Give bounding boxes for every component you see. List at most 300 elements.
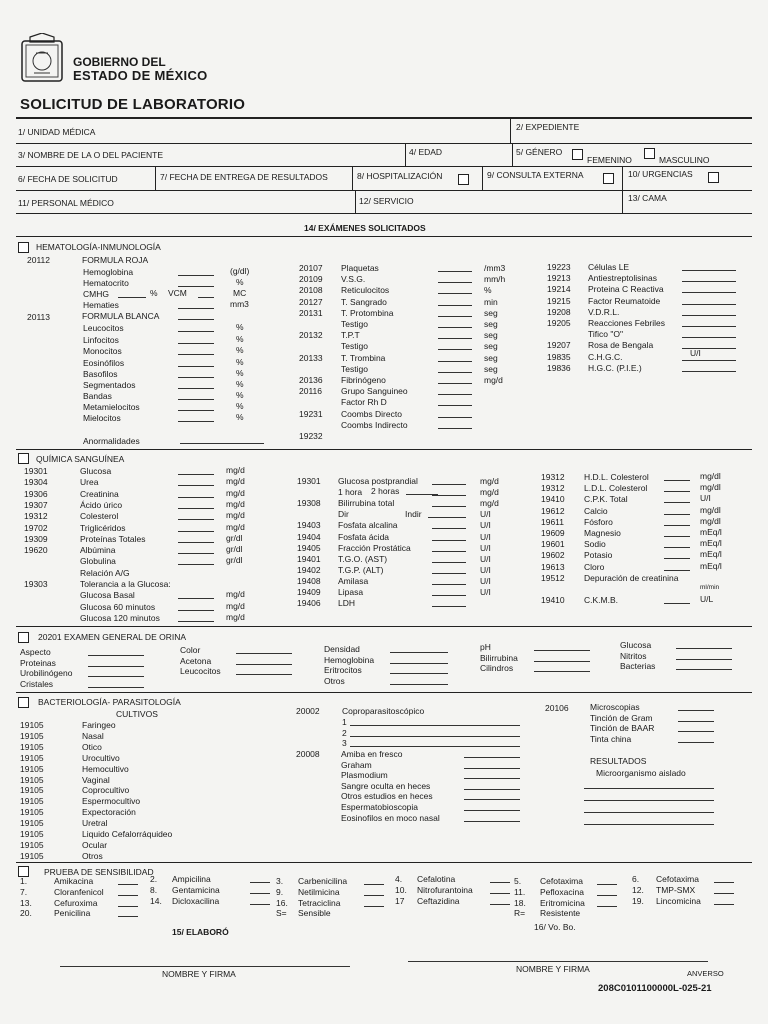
bandas-input[interactable] bbox=[178, 399, 214, 400]
elaboro-firma-label: NOMBRE Y FIRMA bbox=[162, 969, 236, 979]
resultados-input[interactable] bbox=[584, 812, 714, 813]
quimica-right-input[interactable] bbox=[664, 491, 690, 492]
antibiotic-input[interactable] bbox=[490, 893, 510, 894]
quimica-test-unit: gr/dl bbox=[226, 532, 243, 543]
metamielocitos-input[interactable] bbox=[178, 410, 214, 411]
orina-test-label: Bilirrubina bbox=[480, 652, 518, 663]
hema-test-input[interactable] bbox=[438, 271, 472, 272]
section-rule bbox=[16, 626, 752, 627]
hematies-label: Hematies bbox=[83, 300, 119, 310]
hema-test-unit: mm/h bbox=[484, 274, 506, 285]
quimica-mid-label: Fosfata alcalina bbox=[338, 520, 398, 531]
hema-test-input[interactable] bbox=[438, 372, 472, 373]
orina-test-input[interactable] bbox=[236, 653, 292, 654]
antibiotic-label: Dicloxacilina bbox=[172, 895, 220, 906]
antibiotic-input[interactable] bbox=[118, 884, 138, 885]
antibiotic-number: 10. bbox=[395, 884, 407, 895]
orina-test-input[interactable] bbox=[676, 669, 732, 670]
quimica-right-code: 19612 bbox=[541, 505, 565, 516]
hema-code: 20109 bbox=[299, 274, 323, 285]
masculino-checkbox[interactable] bbox=[644, 148, 655, 159]
mielocitos-label: Mielocitos bbox=[83, 413, 121, 423]
hema-test-label: Reticulocitos bbox=[341, 285, 390, 296]
hema-right-input[interactable] bbox=[682, 281, 736, 282]
vrule bbox=[510, 117, 511, 143]
hema-test-unit: seg bbox=[484, 319, 498, 329]
cultivo-code: 19105 bbox=[20, 839, 44, 850]
antibiotic-number: 4. bbox=[395, 874, 403, 884]
quimica-right-unit: mg/dl bbox=[700, 515, 721, 526]
page-title: SOLICITUD DE LABORATORIO bbox=[20, 96, 246, 113]
quimica-test-input[interactable] bbox=[178, 519, 214, 520]
copro-input[interactable] bbox=[350, 725, 520, 726]
quimica-test-unit: mg/d bbox=[226, 521, 245, 532]
quimica-mid-code: 19308 bbox=[297, 498, 321, 509]
quimica-mid-input[interactable] bbox=[432, 495, 466, 496]
quimica-mid-input[interactable] bbox=[432, 573, 466, 574]
monocitos-input[interactable] bbox=[178, 354, 214, 355]
quimica-mid-code: 19403 bbox=[297, 520, 321, 531]
parasito-input[interactable] bbox=[464, 799, 520, 800]
row-rule-2 bbox=[16, 166, 752, 167]
personal-medico-label: 11/ PERSONAL MÉDICO bbox=[18, 198, 114, 208]
antibiotic-input[interactable] bbox=[597, 895, 617, 896]
elaboro-signature-line[interactable] bbox=[60, 966, 350, 967]
copro-code: 20002 bbox=[296, 706, 320, 716]
eosinofilos-input[interactable] bbox=[178, 366, 214, 367]
metamielocitos-label: Metamielocitos bbox=[83, 402, 140, 412]
microscopia-input[interactable] bbox=[678, 710, 714, 711]
row-rule-1 bbox=[16, 143, 752, 144]
quimica-right-input[interactable] bbox=[664, 536, 690, 537]
hema-test-label: Plaquetas bbox=[341, 263, 379, 273]
quimica-test-unit: mg/d bbox=[226, 487, 245, 498]
hema-right-input[interactable] bbox=[682, 360, 736, 361]
linfocitos-input[interactable] bbox=[178, 343, 214, 344]
bacteriologia-checkbox[interactable] bbox=[18, 697, 29, 708]
copro-number: 1 bbox=[342, 717, 347, 727]
parasito-input[interactable] bbox=[464, 768, 520, 769]
quimica-test-label: Glucosa 60 minutos bbox=[80, 601, 156, 612]
antibiotic-number: 11. bbox=[514, 886, 526, 897]
hema-right-input[interactable] bbox=[682, 337, 736, 338]
copro-label: Coproparasitoscópico bbox=[342, 706, 425, 716]
cultivo-label: Espermocultivo bbox=[82, 796, 141, 807]
micro-code: 20106 bbox=[545, 703, 569, 713]
orina-test-label: Acetona bbox=[180, 655, 212, 666]
quimica-right-unit: mEq/l bbox=[700, 538, 722, 549]
quimica-right-input[interactable] bbox=[664, 603, 690, 604]
antibiotic-input[interactable] bbox=[714, 893, 734, 894]
pct-unit: % bbox=[236, 401, 244, 411]
parasito-input[interactable] bbox=[464, 757, 520, 758]
quimica-mid-input[interactable] bbox=[432, 540, 466, 541]
antibiotic-input[interactable] bbox=[490, 882, 510, 883]
quimica-test-input[interactable] bbox=[178, 508, 214, 509]
quimica-mid-label: Fracción Prostática bbox=[338, 542, 411, 553]
quimica-test-input[interactable] bbox=[178, 531, 214, 532]
vobo-signature-line[interactable] bbox=[408, 961, 708, 962]
hematies-input[interactable] bbox=[178, 308, 214, 309]
quimica-mid-input[interactable] bbox=[432, 584, 466, 585]
resultados-input[interactable] bbox=[584, 800, 714, 801]
hema-right-label: Rosa de Bengala bbox=[588, 340, 654, 351]
antibiotic-input[interactable] bbox=[597, 884, 617, 885]
indir-input[interactable] bbox=[428, 517, 450, 518]
quimica-mid-input[interactable] bbox=[432, 528, 466, 529]
cmhg-input[interactable] bbox=[118, 297, 146, 298]
hema-right-input[interactable] bbox=[682, 270, 736, 271]
hema-right-label: Antiestreptolisinas bbox=[588, 273, 657, 284]
formula-blanca-code: 20113 bbox=[27, 312, 51, 322]
antibiotic-input[interactable] bbox=[118, 906, 138, 907]
quimica-mid-unit: mg/d bbox=[480, 498, 499, 509]
cultivo-label: Nasal bbox=[82, 730, 104, 741]
antibiotic-input[interactable] bbox=[364, 906, 384, 907]
hema-test-input[interactable] bbox=[438, 338, 472, 339]
hema-right-code: 19205 bbox=[547, 318, 571, 328]
antibiotic-input[interactable] bbox=[118, 895, 138, 896]
hematologia-checkbox[interactable] bbox=[18, 242, 29, 253]
anverso-label: ANVERSO bbox=[687, 969, 724, 978]
hema-test-label: Testigo bbox=[341, 319, 368, 329]
orina-test-input[interactable] bbox=[88, 666, 144, 667]
antibiotic-label: Resistente bbox=[540, 908, 581, 919]
cultivo-code: 19105 bbox=[20, 741, 44, 752]
quimica-code: 19301 bbox=[24, 466, 48, 476]
cultivos-label: CULTIVOS bbox=[116, 709, 158, 719]
quimica-title: QUÍMICA SANGUÍNEA bbox=[36, 454, 125, 464]
hema-test-unit: min bbox=[484, 296, 498, 307]
hema-test-input[interactable] bbox=[438, 361, 472, 362]
cultivo-code: 19105 bbox=[20, 829, 44, 839]
cultivo-label: Coprocultivo bbox=[82, 785, 130, 796]
hema-test-unit: seg bbox=[484, 352, 498, 363]
quimica-right-code: 19611 bbox=[541, 516, 565, 527]
quimica-right-label: Sodio bbox=[584, 539, 606, 550]
fecha-solicitud-label: 6/ FECHA DE SOLICITUD bbox=[18, 174, 118, 184]
orina-test-input[interactable] bbox=[88, 655, 144, 656]
orina-test-input[interactable] bbox=[88, 676, 144, 677]
orina-checkbox[interactable] bbox=[18, 632, 29, 643]
orina-test-input[interactable] bbox=[534, 650, 590, 651]
quimica-right-label: Calcio bbox=[584, 505, 608, 516]
urgencias-checkbox[interactable] bbox=[708, 172, 719, 183]
quimica-test-input[interactable] bbox=[178, 610, 214, 611]
antibiotic-input[interactable] bbox=[364, 895, 384, 896]
orina-test-input[interactable] bbox=[676, 659, 732, 660]
orina-test-input[interactable] bbox=[236, 664, 292, 665]
parasito-label: Amiba en fresco bbox=[341, 749, 403, 759]
quimica-code: 19312 bbox=[24, 511, 48, 522]
quimica-right-code: 19512 bbox=[541, 572, 565, 583]
quimica-mid-input[interactable] bbox=[432, 551, 466, 552]
quimica-mid-unit: U/I bbox=[480, 531, 491, 542]
antibiotic-label: Carbenicilina bbox=[298, 876, 348, 886]
segmentados-input[interactable] bbox=[178, 388, 214, 389]
cultivo-label: Vaginal bbox=[82, 774, 110, 785]
blanca-input[interactable] bbox=[178, 319, 214, 320]
hema-right-input[interactable] bbox=[682, 292, 736, 293]
antibiotic-input[interactable] bbox=[364, 884, 384, 885]
servicio-label: 12/ SERVICIO bbox=[359, 196, 414, 206]
orina-test-input[interactable] bbox=[390, 652, 448, 653]
quimica-test-unit: gr/dl bbox=[226, 555, 243, 566]
expediente-label: 2/ EXPEDIENTE bbox=[516, 122, 580, 132]
hema-test-input[interactable] bbox=[438, 282, 472, 283]
vrule bbox=[352, 166, 353, 190]
parasito-label: Plasmodium bbox=[341, 770, 388, 781]
antibiotic-input[interactable] bbox=[597, 906, 617, 907]
quimica-right-input[interactable] bbox=[664, 570, 690, 571]
vcm-label: VCM bbox=[168, 288, 187, 298]
hema-right-code: 19215 bbox=[547, 295, 571, 306]
femenino-checkbox[interactable] bbox=[572, 149, 583, 160]
antibiotic-number: S= bbox=[276, 908, 287, 919]
quimica-test-input[interactable] bbox=[178, 621, 214, 622]
consulta-externa-checkbox[interactable] bbox=[603, 173, 614, 184]
genero-label: 5/ GÉNERO bbox=[516, 147, 563, 157]
hema-test-label: Testigo bbox=[341, 363, 368, 374]
quimica-mid-input[interactable] bbox=[432, 595, 466, 596]
quimica-mid-unit: U/I bbox=[480, 564, 491, 575]
antibiotic-number: 3. bbox=[276, 876, 284, 886]
quimica-right-input[interactable] bbox=[664, 525, 690, 526]
quimica-mid-input[interactable] bbox=[432, 562, 466, 563]
quimica-checkbox[interactable] bbox=[18, 453, 29, 464]
quimica-right-label: Potasio bbox=[584, 550, 613, 561]
form-code: 208C0101100000L-025-21 bbox=[598, 983, 712, 994]
orina-test-input[interactable] bbox=[534, 661, 590, 662]
antibiotic-number: 2. bbox=[150, 874, 158, 884]
hema-right-input[interactable] bbox=[682, 304, 736, 305]
hema-test-input[interactable] bbox=[438, 428, 472, 429]
antibiotic-number: 8. bbox=[150, 884, 158, 895]
quimica-test-label: Ácido úrico bbox=[80, 499, 123, 510]
hema-right-label: Proteina C Reactiva bbox=[588, 284, 664, 295]
hematies-unit: mm3 bbox=[230, 299, 249, 309]
hema-right-label: C.H.G.C. bbox=[588, 351, 623, 362]
antibiotic-label: Cefalotina bbox=[417, 874, 456, 884]
hema-test-input[interactable] bbox=[438, 293, 472, 294]
quimica-test-unit: mg/d bbox=[226, 498, 245, 509]
cmhg-label: CMHG bbox=[83, 289, 109, 299]
antibiotic-label: Cefotaxima bbox=[656, 874, 699, 884]
dos-horas-label: 2 horas bbox=[371, 486, 400, 496]
hema-right-label: Reacciones Febriles bbox=[588, 318, 666, 328]
quimica-mid-input[interactable] bbox=[432, 606, 466, 607]
microscopia-input[interactable] bbox=[678, 742, 714, 743]
elaboro-label: 15/ ELABORÓ bbox=[172, 927, 229, 937]
hema-right-label: H.G.C. (P.I.E.) bbox=[588, 362, 642, 373]
pct-unit: % bbox=[236, 390, 244, 400]
antibiotic-number: 19. bbox=[632, 895, 644, 906]
hema-test-input[interactable] bbox=[438, 394, 472, 395]
hema-test-input[interactable] bbox=[438, 349, 472, 350]
quimica-test-unit: mg/d bbox=[226, 476, 245, 487]
quimica-right-input[interactable] bbox=[664, 502, 690, 503]
hema-right-input[interactable] bbox=[682, 326, 736, 327]
quimica-mid-input[interactable] bbox=[432, 506, 466, 507]
hema-code: 20132 bbox=[299, 330, 323, 341]
orina-test-input[interactable] bbox=[390, 663, 448, 664]
hema-right-code: 19207 bbox=[547, 340, 571, 351]
quimica-test-label: Colesterol bbox=[80, 511, 119, 522]
hema-code: 20107 bbox=[299, 263, 323, 273]
quimica-mid-input[interactable] bbox=[432, 484, 466, 485]
quimica-right-code: 19410 bbox=[541, 595, 565, 606]
resultados-input[interactable] bbox=[584, 824, 714, 825]
quimica-right-code: 19609 bbox=[541, 528, 565, 538]
microscopia-input[interactable] bbox=[678, 731, 714, 732]
quimica-mid-unit: U/I bbox=[480, 542, 491, 553]
quimica-test-label: Relación A/G bbox=[80, 567, 130, 578]
bacteriologia-title: BACTERIOLOGÍA- PARASITOLOGÍA bbox=[38, 697, 181, 707]
quimica-right-unit: mEq/l bbox=[700, 549, 722, 560]
quimica-test-input[interactable] bbox=[178, 542, 214, 543]
quimica-right-input[interactable] bbox=[664, 558, 690, 559]
orina-test-input[interactable] bbox=[676, 648, 732, 649]
leucocitos-input[interactable] bbox=[178, 331, 214, 332]
antibiotic-input[interactable] bbox=[714, 882, 734, 883]
hema-right-label: Tifico "O" bbox=[588, 329, 624, 340]
quimica-test-input[interactable] bbox=[178, 497, 214, 498]
antibiotic-input[interactable] bbox=[250, 882, 270, 883]
cultivo-code: 19105 bbox=[20, 730, 44, 741]
anormalidades-label: Anormalidades bbox=[83, 436, 140, 446]
hospitalizacion-checkbox[interactable] bbox=[458, 174, 469, 185]
quimica-test-unit: mg/d bbox=[226, 600, 245, 611]
orina-test-label: Densidad bbox=[324, 644, 360, 654]
quimica-right-input[interactable] bbox=[664, 547, 690, 548]
quimica-test-input[interactable] bbox=[178, 553, 214, 554]
microscopia-label: Tinta china bbox=[590, 733, 632, 744]
quimica-test-input[interactable] bbox=[178, 564, 214, 565]
parasito-input[interactable] bbox=[464, 789, 520, 790]
amiba-code: 20008 bbox=[296, 749, 320, 759]
hemoglobina-input[interactable] bbox=[178, 275, 214, 276]
anormalidades-input[interactable] bbox=[180, 443, 264, 444]
quimica-right-input[interactable] bbox=[664, 480, 690, 481]
orina-test-input[interactable] bbox=[390, 673, 448, 674]
hema-test-input[interactable] bbox=[438, 305, 472, 306]
parasito-input[interactable] bbox=[464, 810, 520, 811]
hema-test-input[interactable] bbox=[438, 383, 472, 384]
section-rule bbox=[16, 692, 752, 693]
hema-test-input[interactable] bbox=[438, 327, 472, 328]
antibiotic-label: Cefuroxima bbox=[54, 897, 98, 908]
unidad-medica-label: 1/ UNIDAD MÉDICA bbox=[18, 127, 96, 137]
pct-unit: % bbox=[236, 379, 244, 389]
parasito-input[interactable] bbox=[464, 778, 520, 779]
hema-right-code: 19214 bbox=[547, 284, 571, 295]
quimica-mid-label: Lipasa bbox=[338, 587, 364, 597]
vrule bbox=[622, 166, 623, 190]
segmentados-label: Segmentados bbox=[83, 380, 136, 390]
hema-test-label: T. Trombina bbox=[341, 352, 386, 363]
vrule bbox=[622, 190, 623, 213]
examenes-solicitados-label: 14/ EXÁMENES SOLICITADOS bbox=[304, 223, 426, 233]
vrule bbox=[512, 143, 513, 166]
hema-test-input[interactable] bbox=[438, 417, 472, 418]
hema-test-label: V.S.G. bbox=[341, 274, 366, 285]
antibiotic-label: Pefloxacina bbox=[540, 886, 584, 897]
pct-unit: % bbox=[236, 345, 244, 355]
hema-test-label: Grupo Sanguineo bbox=[341, 386, 408, 397]
quimica-test-input[interactable] bbox=[178, 598, 214, 599]
quimica-code: 19309 bbox=[24, 533, 48, 544]
quimica-mid-code: 19406 bbox=[297, 598, 321, 609]
vcm-input[interactable] bbox=[198, 297, 214, 298]
parasito-label: Eosinofilos en moco nasal bbox=[341, 812, 440, 823]
hema-code: 20136 bbox=[299, 375, 323, 385]
parasito-input[interactable] bbox=[464, 821, 520, 822]
formula-roja-code: 20112 bbox=[27, 255, 51, 265]
hospitalizacion-label: 8/ HOSPITALIZACIÓN bbox=[357, 171, 443, 181]
copro-input[interactable] bbox=[350, 736, 520, 737]
orina-test-input[interactable] bbox=[236, 674, 292, 675]
antibiotic-label: Lincomicina bbox=[656, 895, 701, 906]
mielocitos-input[interactable] bbox=[178, 421, 214, 422]
resultados-input[interactable] bbox=[584, 788, 714, 789]
vrule bbox=[155, 166, 156, 190]
hema-right-input[interactable] bbox=[682, 371, 736, 372]
orina-test-input[interactable] bbox=[88, 687, 144, 688]
antibiotic-input[interactable] bbox=[118, 916, 138, 917]
dos-horas-input[interactable] bbox=[406, 494, 438, 495]
microscopia-input[interactable] bbox=[678, 721, 714, 722]
quimica-right-code: 19410 bbox=[541, 494, 565, 505]
orina-test-input[interactable] bbox=[390, 684, 448, 685]
quimica-right-input[interactable] bbox=[664, 514, 690, 515]
quimica-mid-label: Bilirrubina total bbox=[338, 498, 395, 509]
quimica-right-label: Cloro bbox=[584, 561, 605, 572]
antibiotic-input[interactable] bbox=[490, 904, 510, 905]
pct-unit: % bbox=[236, 322, 244, 332]
hema-test-input[interactable] bbox=[438, 316, 472, 317]
hematocrito-input[interactable] bbox=[178, 286, 214, 287]
quimica-mid-label: LDH bbox=[338, 598, 356, 609]
quimica-test-input[interactable] bbox=[178, 485, 214, 486]
quimica-mid-label: Dir bbox=[338, 509, 349, 520]
copro-input[interactable] bbox=[350, 746, 520, 747]
cultivo-label: Hemocultivo bbox=[82, 763, 129, 774]
basofilos-input[interactable] bbox=[178, 377, 214, 378]
antibiotic-input[interactable] bbox=[714, 904, 734, 905]
antibiotic-label: Ampicilina bbox=[172, 874, 211, 884]
antibiotic-input[interactable] bbox=[250, 904, 270, 905]
cultivo-code: 19105 bbox=[20, 850, 44, 861]
orina-test-label: Aspecto bbox=[20, 647, 51, 657]
hema-right-input[interactable] bbox=[682, 315, 736, 316]
hema-test-label: Factor Rh D bbox=[341, 397, 387, 408]
hema-right-unit: U/I bbox=[690, 348, 701, 358]
quimica-code: 19620 bbox=[24, 545, 48, 556]
vrule bbox=[355, 190, 356, 213]
cultivo-label: Uretral bbox=[82, 818, 108, 829]
hema-right-code: 19208 bbox=[547, 306, 571, 317]
orina-test-input[interactable] bbox=[534, 671, 590, 672]
quimica-mid-label: Amilasa bbox=[338, 575, 369, 586]
vobo-firma-label: NOMBRE Y FIRMA bbox=[516, 964, 590, 974]
hema-test-input[interactable] bbox=[438, 405, 472, 406]
antibiotic-input[interactable] bbox=[250, 893, 270, 894]
orina-test-label: pH bbox=[480, 642, 491, 652]
quimica-test-input[interactable] bbox=[178, 474, 214, 475]
hema-test-unit: mg/d bbox=[484, 375, 503, 385]
quimica-test-label: Urea bbox=[80, 477, 99, 488]
quimica-mid-unit: U/I bbox=[480, 553, 491, 564]
